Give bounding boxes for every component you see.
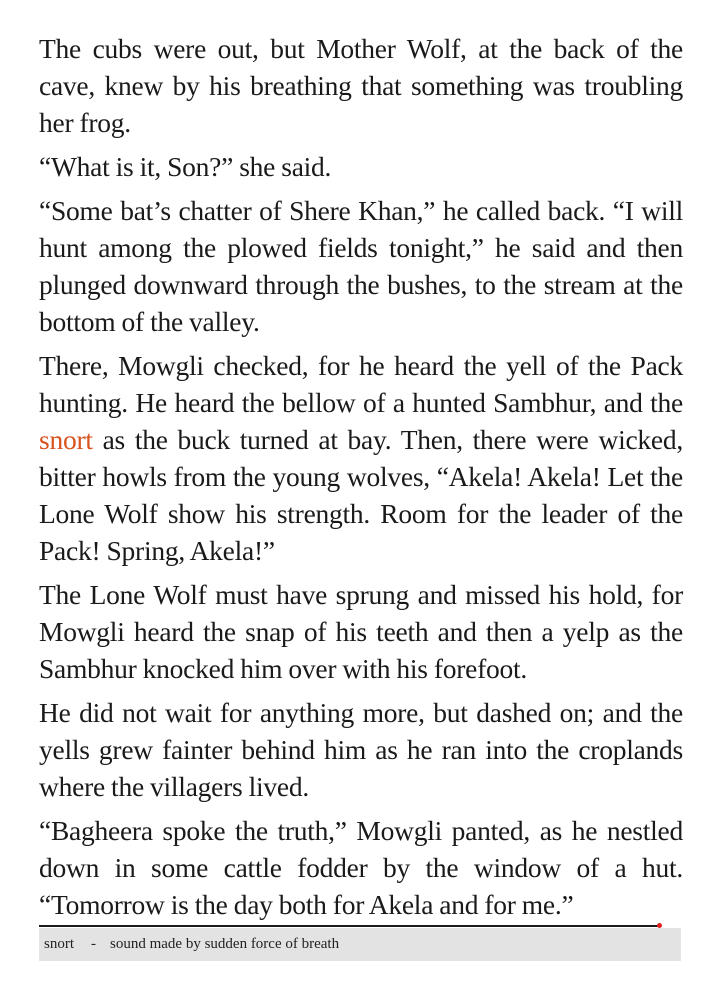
glossary-separator: - [91,936,96,952]
paragraph-4-before: There, Mowgli checked, for he heard the yell of the Pack hunting. He heard the bellow of a hunted Sambhur, and the [39,350,683,418]
paragraph-4 [39,347,683,569]
paragraph-2: “What is it, Son?” she said. [39,151,332,182]
paragraph-1: The cubs were out, but Mother Wolf, at the back of the cave, knew by his breathing that something was troubling her frog. [39,33,683,138]
glossary-term: snort [44,936,74,952]
glossary-box [39,928,681,961]
paragraph-3: “Some bat’s chatter of Shere Khan,” he called back. “I will hunt among the plowed fields tonight,” he said and then plunged downward through the bushes, to the stream at the bottom of the valley. [39,195,683,337]
glossary-definition: sound made by sudden force of breath [110,936,340,952]
paragraph-4-after: as the buck turned at bay. Then, there were wicked, bitter howls from the young wolves, “Akela! Akela! Let the Lone Wolf show his strength. Room for the leader of the Pack! Spring, Akela!” [39,424,683,566]
paragraph-5: The Lone Wolf must have sprung and missed his hold, for Mowgli heard the snap of his teeth and then a yelp as the Sambhur knocked him over with his forefoot. [39,579,683,684]
paragraph-7: “Bagheera spoke the truth,” Mowgli panted, as he nestled down in some cattle fodder by the window of a hut. “Tomorrow is the day both for Akela and for me.” [39,815,683,920]
story-text [39,30,683,930]
paragraph-6: He did not wait for anything more, but dashed on; and the yells grew fainter behind him as he ran into the croplands where the villagers lived. [39,697,683,802]
glossary-term-highlight: snort [39,424,93,455]
footnote-divider [39,925,658,927]
